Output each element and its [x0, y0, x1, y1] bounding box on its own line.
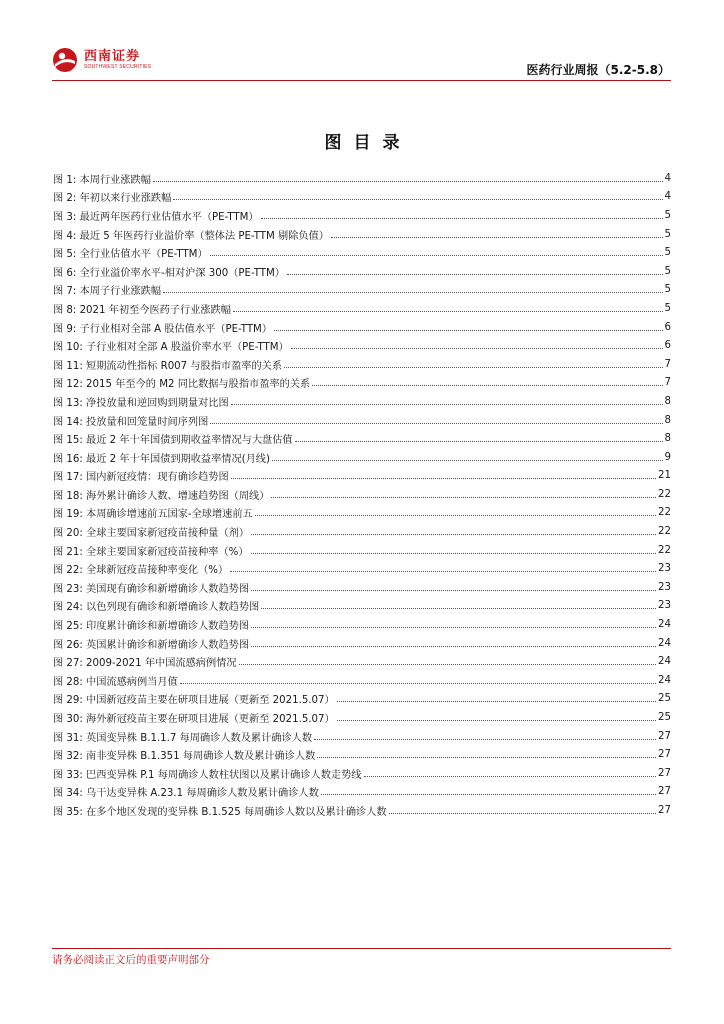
toc-entry[interactable]	[53, 597, 671, 616]
toc-entry-page: 21	[658, 470, 671, 482]
toc-entry-label: 图 30: 海外新冠疫苗主要在研项目进展（更新至 2021.5.07）	[53, 714, 335, 726]
toc-entry-page: 4	[664, 191, 671, 203]
toc-leader-dots	[210, 255, 663, 256]
toc-leader-dots	[295, 441, 663, 442]
logo-chinese-name: 西南证券	[84, 49, 141, 64]
toc-entry-label: 图 6: 全行业溢价率水平-相对沪深 300（PE-TTM）	[53, 267, 285, 279]
toc-entry[interactable]	[53, 559, 671, 578]
toc-entry[interactable]	[53, 764, 671, 783]
toc-leader-dots	[314, 739, 656, 740]
toc-entry-page: 7	[664, 358, 671, 370]
toc-leader-dots	[231, 478, 656, 479]
toc-leader-dots	[291, 348, 663, 349]
toc-entry[interactable]	[53, 727, 671, 746]
toc-entry-label: 图 17: 国内新冠疫情：现有确诊趋势图	[53, 472, 229, 484]
toc-entry[interactable]	[53, 783, 671, 802]
toc-entry[interactable]	[53, 225, 671, 244]
toc-entry[interactable]	[53, 652, 671, 671]
toc-entry[interactable]	[53, 541, 671, 560]
toc-entry-label: 图 11: 短期流动性指标 R007 与股指市盈率的关系	[53, 360, 283, 372]
toc-entry-page: 5	[664, 265, 671, 277]
toc-entry-page: 22	[658, 488, 671, 500]
toc-entry-page: 7	[664, 377, 671, 389]
toc-leader-dots	[337, 720, 656, 721]
toc-entry[interactable]	[53, 522, 671, 541]
toc-leader-dots	[287, 274, 663, 275]
figure-list	[53, 169, 671, 820]
toc-entry-page: 25	[658, 693, 671, 705]
toc-entry[interactable]	[53, 745, 671, 764]
toc-entry-label: 图 33: 巴西变异株 P.1 每周确诊人数柱状图以及累计确诊人数走势线	[53, 769, 362, 781]
toc-entry-label: 图 23: 美国现有确诊和新增确诊人数趋势图	[53, 583, 250, 595]
toc-leader-dots	[271, 497, 656, 498]
toc-entry-page: 22	[658, 544, 671, 556]
toc-entry-page: 27	[658, 749, 671, 761]
toc-entry[interactable]	[53, 615, 671, 634]
toc-entry-page: 25	[658, 712, 671, 724]
toc-entry[interactable]	[53, 188, 671, 207]
toc-entry-page: 27	[658, 804, 671, 816]
toc-entry-label: 图 7: 本周子行业涨跌幅	[53, 286, 162, 298]
toc-entry-label: 图 1: 本周行业涨跌幅	[53, 174, 151, 186]
toc-leader-dots	[251, 534, 656, 535]
report-title: 医药行业周报（5.2-5.8）	[526, 63, 670, 77]
toc-leader-dots	[210, 423, 662, 424]
toc-entry-page: 24	[658, 637, 671, 649]
toc-leader-dots	[272, 460, 663, 461]
toc-entry[interactable]	[53, 281, 671, 300]
toc-entry-label: 图 2: 年初以来行业涨跌幅	[53, 193, 172, 205]
toc-entry[interactable]	[53, 448, 671, 467]
toc-entry[interactable]	[53, 169, 671, 188]
toc-entry-page: 5	[664, 209, 671, 221]
toc-entry-label: 图 24: 以色列现有确诊和新增确诊人数趋势图	[53, 602, 260, 614]
toc-entry[interactable]	[53, 429, 671, 448]
toc-leader-dots	[337, 701, 656, 702]
toc-entry-page: 5	[664, 284, 671, 296]
toc-entry-page: 22	[658, 526, 671, 538]
toc-leader-dots	[261, 608, 656, 609]
toc-entry[interactable]	[53, 243, 671, 262]
toc-entry-label: 图 28: 中国流感病例当月值	[53, 676, 178, 688]
toc-entry-label: 图 21: 全球主要国家新冠疫苗接种率（%）	[53, 546, 249, 558]
toc-leader-dots	[321, 794, 656, 795]
toc-entry-label: 图 15: 最近 2 年十年国债到期收益率情况与大盘估值	[53, 435, 293, 447]
toc-entry-label: 图 9: 子行业相对全部 A 股估值水平（PE-TTM）	[53, 323, 273, 335]
toc-entry-label: 图 3: 最近两年医药行业估值水平（PE-TTM）	[53, 211, 259, 223]
toc-entry-label: 图 32: 南非变异株 B.1.351 每周确诊人数及累计确诊人数	[53, 751, 316, 763]
toc-leader-dots	[163, 292, 662, 293]
toc-entry-page: 6	[664, 340, 671, 352]
toc-entry-label: 图 34: 乌干达变异株 A.23.1 每周确诊人数及累计确诊人数	[53, 788, 319, 800]
company-logo	[52, 46, 151, 74]
logo-english-name: SOUTHWEST SECURITIES	[84, 64, 152, 70]
toc-leader-dots	[251, 646, 656, 647]
toc-entry[interactable]	[53, 634, 671, 653]
toc-entry[interactable]	[53, 299, 671, 318]
toc-entry-label: 图 13: 净投放量和逆回购到期量对比图	[53, 397, 229, 409]
toc-entry-page: 8	[664, 414, 671, 426]
toc-leader-dots	[231, 404, 663, 405]
toc-entry-label: 图 14: 投放量和回笼量时间序列图	[53, 416, 209, 428]
footer-divider	[52, 948, 671, 949]
toc-entry-label: 图 20: 全球主要国家新冠疫苗接种量（剂）	[53, 528, 250, 540]
toc-entry-label: 图 5: 全行业估值水平（PE-TTM）	[53, 249, 208, 261]
toc-entry-label: 图 25: 印度累计确诊和新增确诊人数趋势图	[53, 621, 250, 633]
toc-entry-label: 图 26: 英国累计确诊和新增确诊人数趋势图	[53, 639, 250, 651]
toc-entry[interactable]	[53, 801, 671, 820]
toc-entry[interactable]	[53, 374, 671, 393]
toc-entry-page: 22	[658, 507, 671, 519]
toc-leader-dots	[274, 330, 662, 331]
southwest-securities-logo-icon	[52, 47, 78, 73]
toc-entry-page: 23	[658, 563, 671, 575]
toc-entry[interactable]	[53, 411, 671, 430]
toc-entry-label: 图 12: 2015 年至今的 M2 同比数据与股指市盈率的关系	[53, 379, 311, 391]
toc-leader-dots	[364, 776, 657, 777]
toc-leader-dots	[251, 590, 656, 591]
toc-entry-page: 4	[664, 172, 671, 184]
toc-entry-page: 24	[658, 674, 671, 686]
toc-leader-dots	[312, 385, 662, 386]
toc-entry-label: 图 22: 全球新冠疫苗接种率变化（%）	[53, 565, 229, 577]
toc-entry-label: 图 4: 最近 5 年医药行业溢价率（整体法 PE-TTM 剔除负值）	[53, 230, 329, 242]
header-divider	[52, 80, 671, 81]
toc-leader-dots	[239, 664, 657, 665]
toc-title: 图目录	[324, 133, 412, 153]
toc-entry[interactable]	[53, 206, 671, 225]
toc-entry[interactable]	[53, 671, 671, 690]
toc-entry-page: 27	[658, 786, 671, 798]
toc-entry-label: 图 35: 在多个地区发现的变异株 B.1.525 每周确诊人数以及累计确诊人数	[53, 806, 387, 818]
toc-entry-page: 8	[664, 433, 671, 445]
toc-entry[interactable]	[53, 708, 671, 727]
toc-entry[interactable]	[53, 485, 671, 504]
toc-entry[interactable]	[53, 318, 671, 337]
toc-entry-page: 27	[658, 767, 671, 779]
toc-leader-dots	[173, 199, 662, 200]
toc-entry-label: 图 19: 本周确诊增速前五国家-全球增速前五	[53, 509, 253, 521]
toc-leader-dots	[251, 553, 656, 554]
toc-entry-page: 8	[664, 395, 671, 407]
toc-entry[interactable]	[53, 467, 671, 486]
toc-entry-label: 图 29: 中国新冠疫苗主要在研项目进展（更新至 2021.5.07）	[53, 695, 335, 707]
toc-entry[interactable]	[53, 262, 671, 281]
toc-leader-dots	[153, 181, 663, 182]
toc-entry-label: 图 31: 英国变异株 B.1.1.7 每周确诊人数及累计确诊人数	[53, 732, 313, 744]
toc-entry-page: 23	[658, 581, 671, 593]
toc-entry[interactable]	[53, 690, 671, 709]
toc-entry-page: 24	[658, 656, 671, 668]
toc-entry-page: 5	[664, 302, 671, 314]
toc-entry-page: 6	[664, 321, 671, 333]
toc-entry-page: 24	[658, 619, 671, 631]
footer-disclaimer: 请务必阅读正文后的重要声明部分	[52, 954, 210, 966]
toc-leader-dots	[261, 218, 663, 219]
toc-leader-dots	[180, 683, 656, 684]
toc-entry-label: 图 16: 最近 2 年十年国债到期收益率情况(月线)	[53, 453, 270, 465]
toc-entry-page: 27	[658, 730, 671, 742]
toc-entry[interactable]	[53, 504, 671, 523]
toc-leader-dots	[389, 813, 656, 814]
toc-entry[interactable]	[53, 392, 671, 411]
toc-entry-page: 9	[664, 451, 671, 463]
toc-leader-dots	[317, 757, 656, 758]
toc-entry-label: 图 18: 海外累计确诊人数、增速趋势图（周线）	[53, 490, 270, 502]
toc-leader-dots	[331, 237, 663, 238]
toc-entry[interactable]	[53, 336, 671, 355]
toc-entry[interactable]	[53, 578, 671, 597]
toc-leader-dots	[230, 571, 656, 572]
toc-entry-page: 23	[658, 600, 671, 612]
toc-entry-page: 5	[664, 247, 671, 259]
toc-entry-label: 图 10: 子行业相对全部 A 股溢价率水平（PE-TTM）	[53, 342, 289, 354]
toc-entry-label: 图 27: 2009-2021 年中国流感病例情况	[53, 658, 237, 670]
toc-entry[interactable]	[53, 355, 671, 374]
toc-leader-dots	[251, 627, 656, 628]
toc-leader-dots	[233, 311, 663, 312]
toc-leader-dots	[284, 367, 662, 368]
toc-entry-label: 图 8: 2021 年初至今医药子行业涨跌幅	[53, 304, 231, 316]
toc-leader-dots	[255, 515, 656, 516]
toc-entry-page: 5	[664, 228, 671, 240]
